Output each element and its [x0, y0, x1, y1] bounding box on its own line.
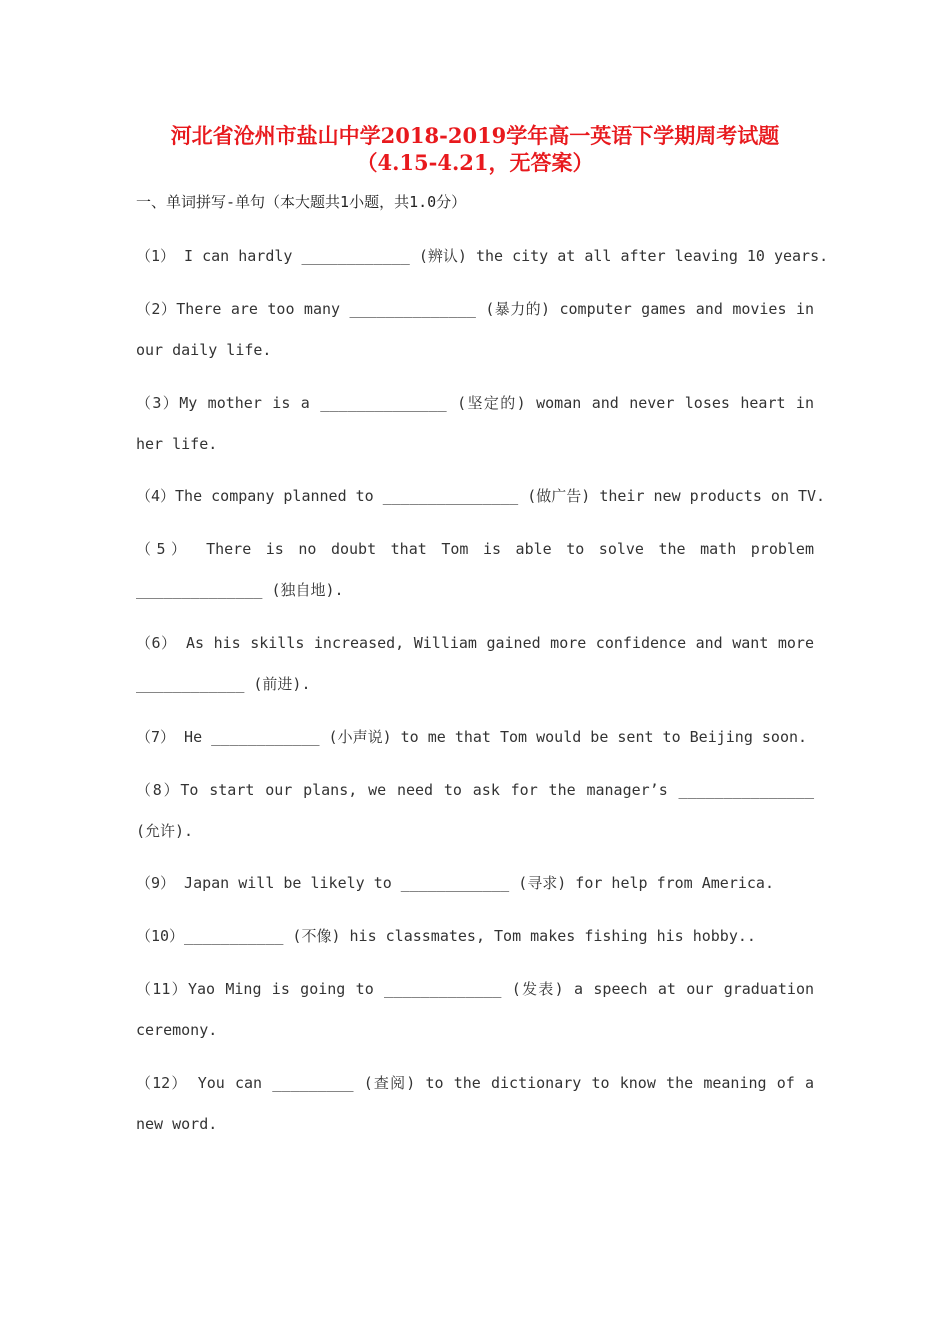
section-heading: 一、单词拼写-单句（本大题共1小题，共1.0分）: [136, 193, 467, 211]
question-6: （6） As his skills increased, William gained more confidence and want more ____________ (前进).: [136, 634, 814, 693]
question-4: （4）The company planned to _______________ (做广告) their new products on TV.: [136, 487, 826, 505]
question-1: （1） I can hardly ____________ (辨认) the city at all after leaving 10 years.: [136, 247, 829, 265]
document-title-line1: 河北省沧州市盐山中学2018-2019学年高一英语下学期周考试题: [170, 123, 780, 148]
question-3: （3）My mother is a ______________ (坚定的) woman and never loses heart in her life.: [136, 394, 814, 453]
question-2: （2）There are too many ______________ (暴力的) computer games and movies in our daily life.: [136, 300, 814, 359]
question-5: （5） There is no doubt that Tom is able to solve the math problem ______________ (独自地).: [136, 540, 814, 599]
question-9: （9） Japan will be likely to ____________ (寻求) for help from America.: [136, 874, 774, 892]
question-7: （7） He ____________ (小声说) to me that Tom would be sent to Beijing soon.: [136, 728, 808, 746]
question-10: （10）___________ (不像) his classmates, Tom makes fishing his hobby..: [136, 927, 756, 945]
question-11: （11）Yao Ming is going to _____________ (发表) a speech at our graduation ceremony.: [136, 980, 814, 1039]
question-8: （8）To start our plans, we need to ask for the manager’s _______________ (允许).: [136, 781, 814, 840]
question-12: （12） You can _________ (查阅) to the dictionary to know the meaning of a new word.: [136, 1074, 814, 1133]
document-title-line2: （4.15-4.21，无答案）: [356, 150, 594, 175]
